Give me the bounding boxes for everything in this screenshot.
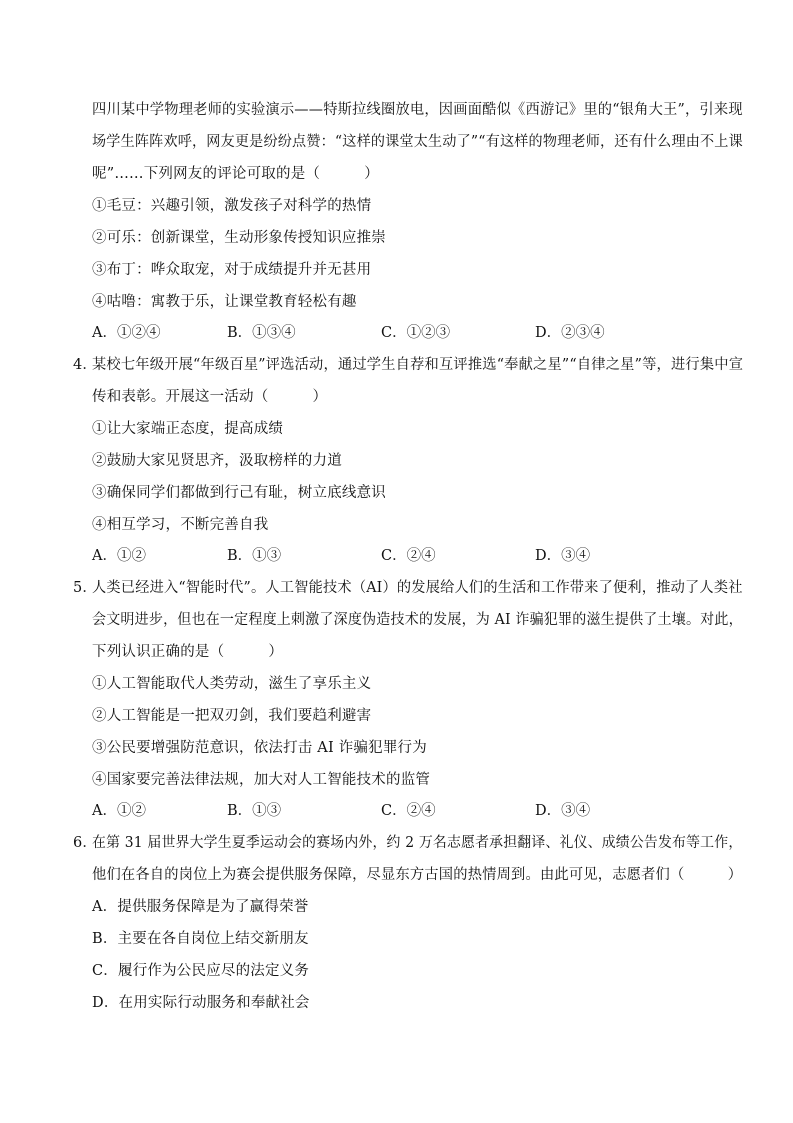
q3-stem-line-1: 四川某中学物理老师的实验演示——特斯拉线圈放电，因画面酷似《西游记》里的“银角大王”，引来现 [92,102,743,118]
q3-item-4: ④咕噜：寓教于乐，让课堂教育轻松有趣 [92,294,357,310]
q5-option-b: B．①③ [227,803,282,819]
q5-item-3: ③公民要增强防范意识，依法打击 AI 诈骗犯罪行为 [92,740,427,756]
q3-item-3: ③布丁：哗众取宠，对于成绩提升并无甚用 [92,262,372,278]
q6-option-a: A．提供服务保障是为了赢得荣誉 [92,899,309,915]
q6-stem-line-1: 在第 31 届世界大学生夏季运动会的赛场内外，约 2 万名志愿者承担翻译、礼仪、成绩公告发布等工作， [92,835,743,851]
q4-stem-line-2: 传和表彰。开展这一活动（ ） [92,389,328,405]
q4-item-1: ①让大家端正态度，提高成绩 [92,421,284,437]
q3-option-a: A．①②④ [92,325,161,341]
q3-option-d: D．②③④ [535,325,605,341]
q5-item-2: ②人工智能是一把双刃剑，我们要趋利避害 [92,708,372,724]
q4-option-d: D．③④ [535,548,591,564]
q6-option-c: C．履行作为公民应尽的法定义务 [92,963,310,979]
q4-option-c: C．②④ [381,548,436,564]
q6-number: 6． [73,835,98,851]
q6-option-b: B．主要在各自岗位上结交新朋友 [92,931,309,947]
q5-option-c: C．②④ [381,803,436,819]
q4-option-a: A．①② [92,548,146,564]
q3-item-2: ②可乐：创新课堂，生动形象传授知识应推崇 [92,230,386,246]
q5-stem-line-3: 下列认识正确的是（ ） [92,644,284,660]
q3-option-b: B．①③④ [227,325,296,341]
q5-option-a: A．①② [92,803,146,819]
q5-number: 5． [73,580,98,596]
q4-item-3: ③确保同学们都做到行己有耻，树立底线意识 [92,485,386,501]
q4-option-b: B．①③ [227,548,282,564]
q5-option-d: D．③④ [535,803,591,819]
q5-stem-line-1: 人类已经进入“智能时代”。人工智能技术（AI）的发展给人们的生活和工作带来了便利，推动了人类社 [92,580,743,596]
q6-option-d: D．在用实际行动服务和奉献社会 [92,995,310,1011]
q3-option-c: C．①②③ [381,325,451,341]
q3-stem-line-2: 场学生阵阵欢呼，网友更是纷纷点赞：“这样的课堂太生动了”“有这样的物理老师，还有什么理由不上课 [92,134,743,150]
q5-item-1: ①人工智能取代人类劳动，滋生了享乐主义 [92,676,372,692]
q4-item-4: ④相互学习，不断完善自我 [92,517,269,533]
q5-item-4: ④国家要完善法律法规，加大对人工智能技术的监管 [92,772,431,788]
q4-stem-line-1: 某校七年级开展“年级百星”评选活动，通过学生自荐和互评推选“奉献之星”“自律之星”等，进行集中宣 [92,357,744,373]
q3-stem-line-3: 呢”……下列网友的评论可取的是（ ） [92,166,379,182]
q4-number: 4． [73,357,98,373]
q5-stem-line-2: 会文明进步，但也在一定程度上刺激了深度伪造技术的发展，为 AI 诈骗犯罪的滋生提供了土壤。对此， [92,612,743,628]
q3-item-1: ①毛豆：兴趣引领，激发孩子对科学的热情 [92,198,372,214]
q4-item-2: ②鼓励大家见贤思齐，汲取榜样的力道 [92,453,342,469]
q6-stem-line-2: 他们在各自的岗位上为赛会提供服务保障，尽显东方古国的热情周到。由此可见，志愿者们（ ） [92,867,743,883]
